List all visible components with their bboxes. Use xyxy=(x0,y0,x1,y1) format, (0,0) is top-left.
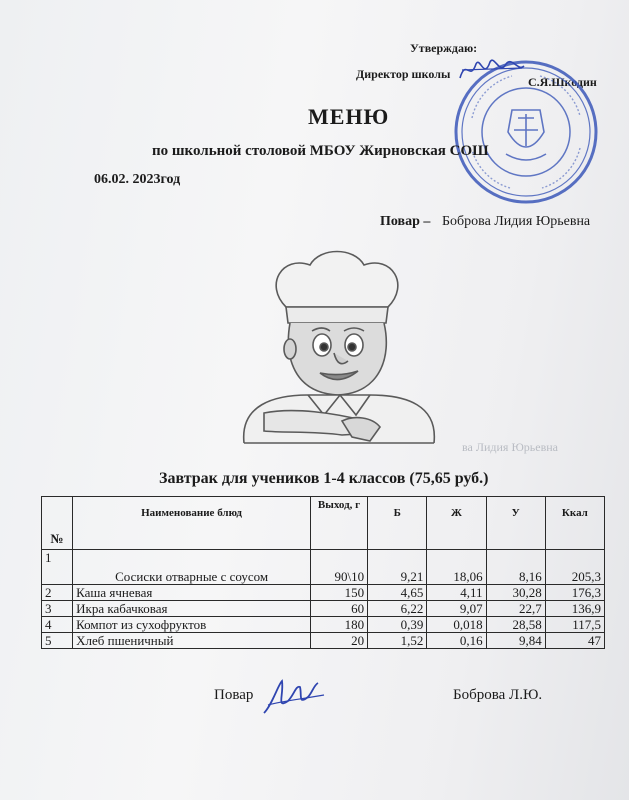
dish-fat: 9,07 xyxy=(427,601,486,617)
dish-protein: 6,22 xyxy=(368,601,427,617)
col-protein: Б xyxy=(368,497,427,550)
dish-fat: 0,16 xyxy=(427,633,486,649)
director-name: С.Я.Шкодин xyxy=(528,75,597,89)
dish-protein: 1,52 xyxy=(368,633,427,649)
dish-yield: 60 xyxy=(310,601,367,617)
dish-fat: 18,06 xyxy=(427,550,486,585)
bleed-through-text: ва Лидия Юрьевна xyxy=(462,440,558,454)
dish-carbs: 28,58 xyxy=(486,617,545,633)
dish-kcal: 47 xyxy=(545,633,604,649)
row-number: 1 xyxy=(42,550,73,585)
table-row xyxy=(42,601,605,617)
approve-label: Утверждаю: xyxy=(410,41,478,55)
table-row xyxy=(42,585,605,601)
footer-cook-label: Повар xyxy=(214,687,254,703)
col-number: № xyxy=(42,497,73,550)
dish-carbs: 9,84 xyxy=(486,633,545,649)
dish-carbs: 30,28 xyxy=(486,585,545,601)
dish-yield: 150 xyxy=(310,585,367,601)
row-number: 5 xyxy=(42,633,73,649)
dish-kcal: 176,3 xyxy=(545,585,604,601)
col-yield: Выход, г xyxy=(310,497,367,550)
col-fat: Ж xyxy=(427,497,486,550)
cook-signature-icon xyxy=(258,675,328,719)
dish-fat: 4,11 xyxy=(427,585,486,601)
dish-name: Икра кабачковая xyxy=(73,601,311,617)
dish-name: Хлеб пшеничный xyxy=(73,633,311,649)
director-signature-icon xyxy=(456,52,526,86)
table-row xyxy=(42,617,605,633)
dish-yield: 20 xyxy=(310,633,367,649)
cook-label: Повар – xyxy=(380,214,431,229)
table-header-row xyxy=(42,497,605,550)
table-row xyxy=(42,550,605,585)
dish-fat: 0,018 xyxy=(427,617,486,633)
dish-protein: 4,65 xyxy=(368,585,427,601)
col-carbs: У xyxy=(486,497,545,550)
page-title: МЕНЮ xyxy=(308,104,390,129)
dish-name: Каша ячневая xyxy=(73,585,311,601)
footer-cook-name: Боброва Л.Ю. xyxy=(453,687,543,703)
dish-carbs: 8,16 xyxy=(486,550,545,585)
page-subtitle: по школьной столовой МБОУ Жирновская СОШ xyxy=(152,143,489,159)
dish-protein: 9,21 xyxy=(368,550,427,585)
chef-illustration-icon xyxy=(224,245,460,455)
director-label: Директор школы xyxy=(356,67,451,81)
dish-kcal: 205,3 xyxy=(545,550,604,585)
dish-yield: 90\10 xyxy=(310,550,367,585)
row-number: 4 xyxy=(42,617,73,633)
col-kcal: Ккал xyxy=(545,497,604,550)
dish-name: Сосиски отварные с соусом xyxy=(73,550,311,585)
dish-kcal: 136,9 xyxy=(545,601,604,617)
dish-protein: 0,39 xyxy=(368,617,427,633)
row-number: 3 xyxy=(42,601,73,617)
dish-yield: 180 xyxy=(310,617,367,633)
menu-date: 06.02. 2023год xyxy=(94,172,181,187)
dish-name: Компот из сухофруктов xyxy=(73,617,311,633)
meal-title: Завтрак для учеников 1-4 классов (75,65 руб.) xyxy=(159,470,489,487)
row-number: 2 xyxy=(42,585,73,601)
dish-kcal: 117,5 xyxy=(545,617,604,633)
dish-carbs: 22,7 xyxy=(486,601,545,617)
col-dish-name: Наименование блюд xyxy=(73,497,311,550)
menu-table xyxy=(41,496,605,649)
cook-name: Боброва Лидия Юрьевна xyxy=(442,214,591,229)
table-row xyxy=(42,633,605,649)
